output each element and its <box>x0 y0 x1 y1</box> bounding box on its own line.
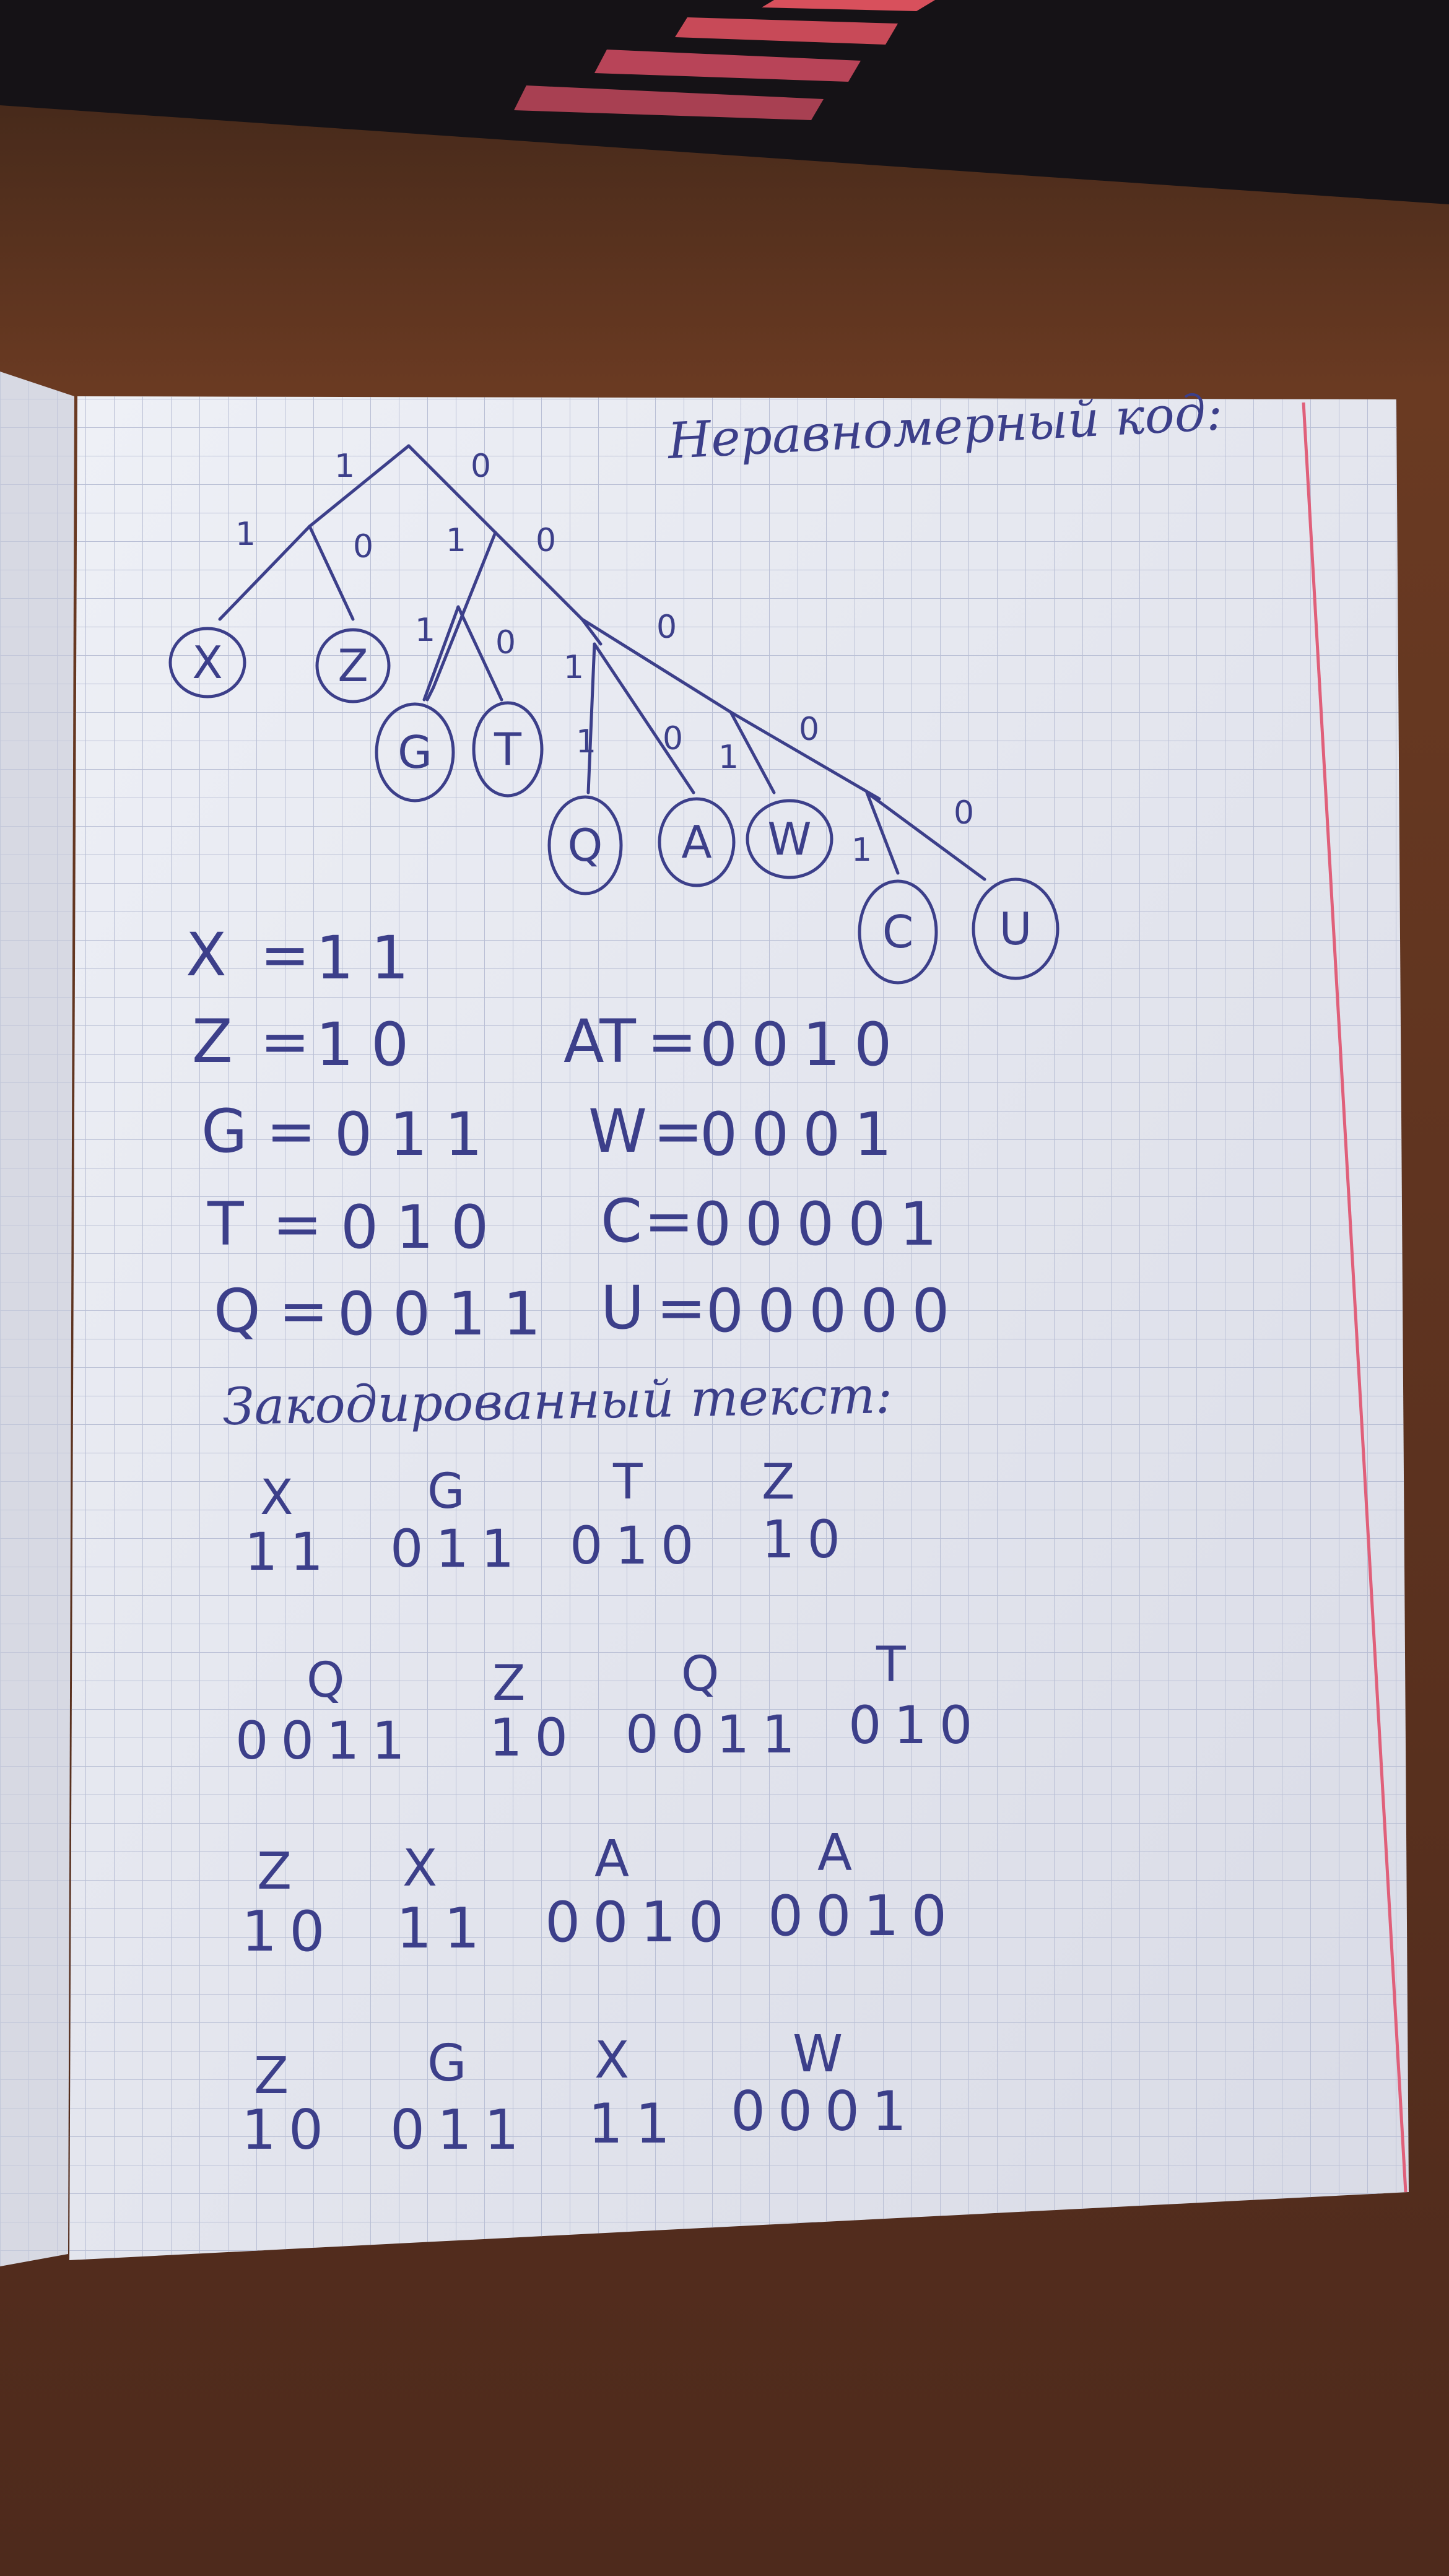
leaf-w: W <box>767 813 812 865</box>
encoded-letter: X <box>594 2031 630 2090</box>
code-row <box>588 1097 905 1169</box>
encoded-code: 0010 <box>768 1884 960 1949</box>
encoded-code: 10 <box>489 1707 580 1768</box>
encoded-code: 011 <box>390 1518 527 1579</box>
edge-label: 0 <box>656 609 677 646</box>
code-value: 00001 <box>694 1190 951 1259</box>
code-value: 010 <box>341 1193 507 1262</box>
encoded-letter: Z <box>762 1455 795 1510</box>
encoded-code: 11 <box>245 1521 336 1582</box>
encoded-code: 010 <box>570 1515 707 1576</box>
page-title: Неравномерный код: <box>666 383 1224 470</box>
code-row <box>192 1007 426 1079</box>
encoded-letter: Q <box>307 1653 345 1708</box>
encoded-code: 0011 <box>625 1704 807 1765</box>
encoded-letter: A <box>594 1830 630 1889</box>
encoded-letter: X <box>260 1470 294 1526</box>
encoded-letter: T <box>613 1455 643 1510</box>
encoded-letter: W <box>793 2025 843 2084</box>
encoded-code: 0001 <box>731 2079 919 2143</box>
code-eq: = <box>260 1007 310 1076</box>
leaf-c: C <box>882 906 914 958</box>
encoded-letter: A <box>817 1824 853 1882</box>
edge-label: 1 <box>415 612 436 649</box>
code-value: 10 <box>316 1010 427 1079</box>
encoded-code: 011 <box>390 2098 531 2162</box>
code-eq: = <box>653 1097 703 1166</box>
encoded-letter: Q <box>681 1647 720 1702</box>
edge-label: 0 <box>471 448 492 485</box>
code-value: 0001 <box>700 1100 906 1169</box>
leaf-a: A <box>681 816 712 868</box>
leaf-u: U <box>999 903 1032 955</box>
leaf-g: G <box>398 726 432 778</box>
encoded-letter: G <box>427 1464 465 1520</box>
code-value: 0010 <box>700 1010 906 1079</box>
code-symbol: G <box>201 1097 248 1166</box>
edge-label: 1 <box>334 448 355 485</box>
code-eq: = <box>279 1276 329 1346</box>
encoded-heading: Закодированный текст: <box>222 1366 894 1437</box>
code-eq: = <box>656 1273 707 1342</box>
encoded-letter: T <box>876 1637 906 1693</box>
edge-label: 0 <box>954 794 975 832</box>
edge-label: 0 <box>799 711 820 748</box>
encoded-code: 10 <box>762 1509 853 1570</box>
encoded-letter: Z <box>257 1842 292 1901</box>
edge-label: 0 <box>353 528 374 565</box>
leaf-x: X <box>192 637 223 689</box>
encoded-code: 11 <box>396 1896 492 1961</box>
code-symbol: T <box>207 1190 244 1259</box>
code-symbol: Q <box>214 1276 261 1346</box>
edge-label: 0 <box>663 720 684 757</box>
code-symbol: X <box>186 920 227 990</box>
edge-label: 1 <box>851 832 872 869</box>
encoded-code: 10 <box>242 1899 337 1964</box>
code-row <box>201 1097 500 1169</box>
encoded-code: 11 <box>588 2092 682 2156</box>
edge-label: 1 <box>446 522 467 559</box>
edge-label: 1 <box>576 723 597 760</box>
edge-label: 1 <box>564 649 585 686</box>
edge-label: 1 <box>235 516 256 553</box>
encoded-letter: Z <box>254 2047 289 2105</box>
encoded-code: 0011 <box>235 1710 417 1771</box>
code-value: 11 <box>316 923 427 993</box>
code-symbol: Z <box>192 1007 233 1076</box>
encoded-letter: G <box>427 2034 467 2093</box>
leaf-z: Z <box>337 640 368 692</box>
code-symbol: U <box>601 1273 645 1342</box>
leaf-q: Q <box>567 819 603 871</box>
code-eq: = <box>647 1007 697 1076</box>
edge-label: 0 <box>536 522 557 559</box>
code-symbol: AT <box>564 1007 636 1076</box>
code-value: 0011 <box>337 1279 559 1349</box>
code-symbol: C <box>601 1186 643 1256</box>
encoded-code: 10 <box>242 2098 336 2162</box>
encoded-code: 0010 <box>545 1890 737 1955</box>
code-eq: = <box>272 1190 323 1259</box>
leaf-t: T <box>494 723 521 775</box>
code-row <box>564 1007 905 1079</box>
code-value: 00000 <box>706 1276 964 1346</box>
encoded-letter: X <box>402 1839 438 1898</box>
code-value: 011 <box>334 1100 500 1169</box>
code-eq: = <box>644 1186 694 1256</box>
code-row <box>186 920 426 993</box>
encoded-letter: Z <box>492 1656 526 1712</box>
code-row <box>601 1186 951 1259</box>
encoded-code: 010 <box>848 1695 985 1756</box>
code-symbol: W <box>588 1097 647 1166</box>
code-eq: = <box>260 920 310 990</box>
edge-label: 0 <box>495 624 516 661</box>
code-eq: = <box>266 1097 316 1166</box>
edge-label: 1 <box>718 739 739 776</box>
